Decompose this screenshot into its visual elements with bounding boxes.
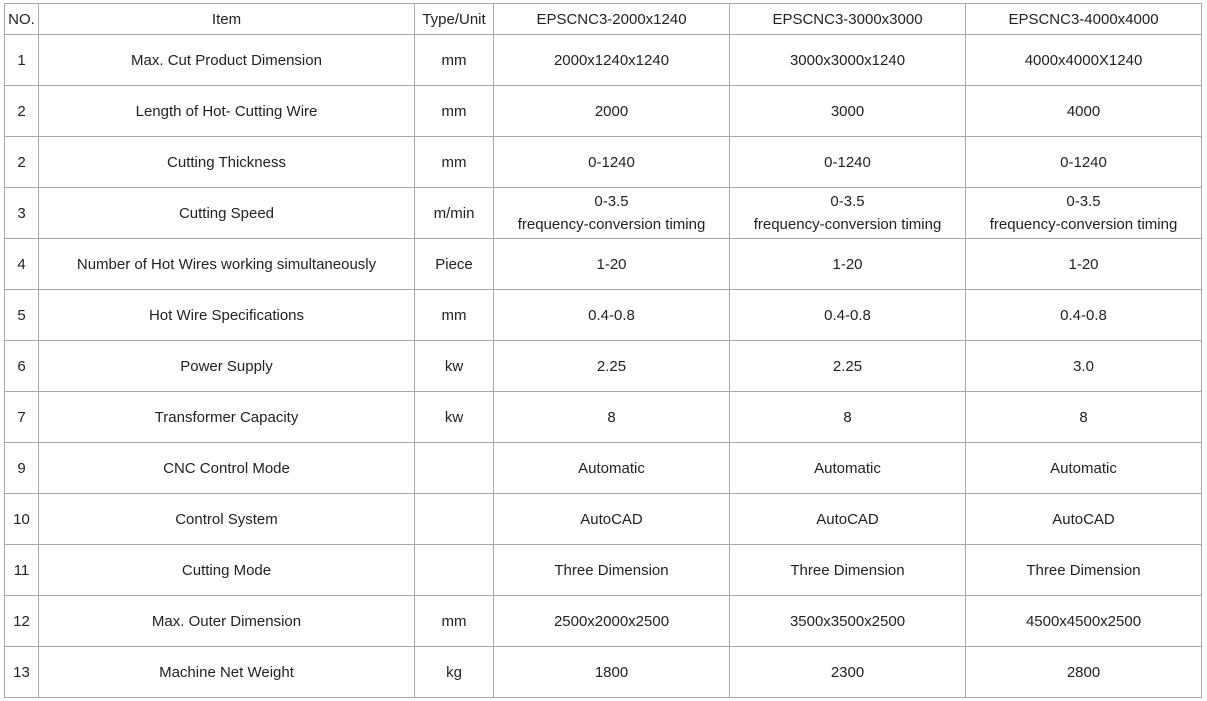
cell-model-4000: 4500x4500x2500: [966, 596, 1202, 647]
cell-model-3000: [730, 188, 966, 239]
cell-model-4000: 1-20: [966, 239, 1202, 290]
cell-no: 1: [5, 35, 39, 86]
cell-item: Cutting Speed: [39, 188, 415, 239]
cell-model-2000: Automatic: [494, 443, 730, 494]
cell-model-2000: 2000x1240x1240: [494, 35, 730, 86]
cell-model-4000: 8: [966, 392, 1202, 443]
cell-model-2000: 0-1240: [494, 137, 730, 188]
cell-unit: Piece: [415, 239, 494, 290]
cell-model-4000: Automatic: [966, 443, 1202, 494]
cell-model-2000: [494, 188, 730, 239]
cell-item: Hot Wire Specifications: [39, 290, 415, 341]
speed-note: frequency-conversion timing: [517, 216, 706, 233]
cell-item: Machine Net Weight: [39, 647, 415, 698]
cell-model-2000: 1-20: [494, 239, 730, 290]
cell-item: Transformer Capacity: [39, 392, 415, 443]
cell-no: 5: [5, 290, 39, 341]
cell-item: Number of Hot Wires working simultaneously: [39, 239, 415, 290]
cell-model-3000: 1-20: [730, 239, 966, 290]
cell-unit: [415, 545, 494, 596]
cell-unit: kw: [415, 341, 494, 392]
cell-item: Max. Outer Dimension: [39, 596, 415, 647]
cell-model-3000: 0.4-0.8: [730, 290, 966, 341]
cell-item: CNC Control Mode: [39, 443, 415, 494]
cell-model-2000: 2.25: [494, 341, 730, 392]
speed-range: 0-3.5: [594, 193, 629, 210]
table-row: [5, 596, 1202, 647]
cell-model-4000: Three Dimension: [966, 545, 1202, 596]
cell-unit: m/min: [415, 188, 494, 239]
header-item: Item: [39, 4, 415, 35]
cell-model-3000: AutoCAD: [730, 494, 966, 545]
cell-item: Power Supply: [39, 341, 415, 392]
cell-model-3000: 2.25: [730, 341, 966, 392]
cell-model-4000: [966, 188, 1202, 239]
cell-model-4000: 4000x4000X1240: [966, 35, 1202, 86]
table-header-row: [5, 4, 1202, 35]
cell-item: Length of Hot- Cutting Wire: [39, 86, 415, 137]
header-model-4000: EPSCNC3-4000x4000: [966, 4, 1202, 35]
cell-no: 4: [5, 239, 39, 290]
cell-unit: kw: [415, 392, 494, 443]
cell-no: 3: [5, 188, 39, 239]
cell-model-3000: 3500x3500x2500: [730, 596, 966, 647]
cell-model-2000: 1800: [494, 647, 730, 698]
cell-unit: mm: [415, 35, 494, 86]
cell-no: 13: [5, 647, 39, 698]
cell-model-2000: 2500x2000x2500: [494, 596, 730, 647]
cell-unit: kg: [415, 647, 494, 698]
table-row: [5, 86, 1202, 137]
table-row: [5, 647, 1202, 698]
cell-model-3000: 2300: [730, 647, 966, 698]
cell-model-4000: AutoCAD: [966, 494, 1202, 545]
cell-model-3000: 8: [730, 392, 966, 443]
table-row: [5, 188, 1202, 239]
speed-note: frequency-conversion timing: [753, 216, 942, 233]
cell-no: 2: [5, 86, 39, 137]
table-row: [5, 494, 1202, 545]
cell-model-4000: 4000: [966, 86, 1202, 137]
cell-model-4000: 3.0: [966, 341, 1202, 392]
table-row: [5, 239, 1202, 290]
cell-model-3000: Automatic: [730, 443, 966, 494]
cell-unit: [415, 494, 494, 545]
cell-model-4000: 0.4-0.8: [966, 290, 1202, 341]
header-model-2000: EPSCNC3-2000x1240: [494, 4, 730, 35]
cell-no: 9: [5, 443, 39, 494]
cell-no: 7: [5, 392, 39, 443]
cell-model-3000: 0-1240: [730, 137, 966, 188]
cell-model-3000: 3000: [730, 86, 966, 137]
cell-item: Cutting Thickness: [39, 137, 415, 188]
speed-note: frequency-conversion timing: [989, 216, 1178, 233]
cell-model-2000: 8: [494, 392, 730, 443]
cell-no: 2: [5, 137, 39, 188]
header-type-unit: Type/Unit: [415, 4, 494, 35]
cell-model-3000: 3000x3000x1240: [730, 35, 966, 86]
table-row: [5, 392, 1202, 443]
cell-unit: mm: [415, 137, 494, 188]
table-row: [5, 137, 1202, 188]
cell-unit: mm: [415, 596, 494, 647]
table-row: [5, 545, 1202, 596]
cell-model-3000: Three Dimension: [730, 545, 966, 596]
cell-unit: mm: [415, 86, 494, 137]
table-row: [5, 341, 1202, 392]
speed-range: 0-3.5: [1066, 193, 1101, 210]
header-model-3000: EPSCNC3-3000x3000: [730, 4, 966, 35]
cell-model-4000: 0-1240: [966, 137, 1202, 188]
cell-no: 12: [5, 596, 39, 647]
cell-model-2000: 0.4-0.8: [494, 290, 730, 341]
cell-no: 6: [5, 341, 39, 392]
header-no: NO.: [5, 4, 39, 35]
cell-model-2000: 2000: [494, 86, 730, 137]
table-row: [5, 290, 1202, 341]
cell-item: Cutting Mode: [39, 545, 415, 596]
table-row: [5, 443, 1202, 494]
cell-model-2000: AutoCAD: [494, 494, 730, 545]
cell-model-4000: 2800: [966, 647, 1202, 698]
cell-item: Control System: [39, 494, 415, 545]
spec-table: [4, 3, 1202, 698]
cell-unit: [415, 443, 494, 494]
cell-no: 10: [5, 494, 39, 545]
table-row: [5, 35, 1202, 86]
cell-no: 11: [5, 545, 39, 596]
speed-range: 0-3.5: [830, 193, 865, 210]
cell-unit: mm: [415, 290, 494, 341]
cell-model-2000: Three Dimension: [494, 545, 730, 596]
cell-item: Max. Cut Product Dimension: [39, 35, 415, 86]
